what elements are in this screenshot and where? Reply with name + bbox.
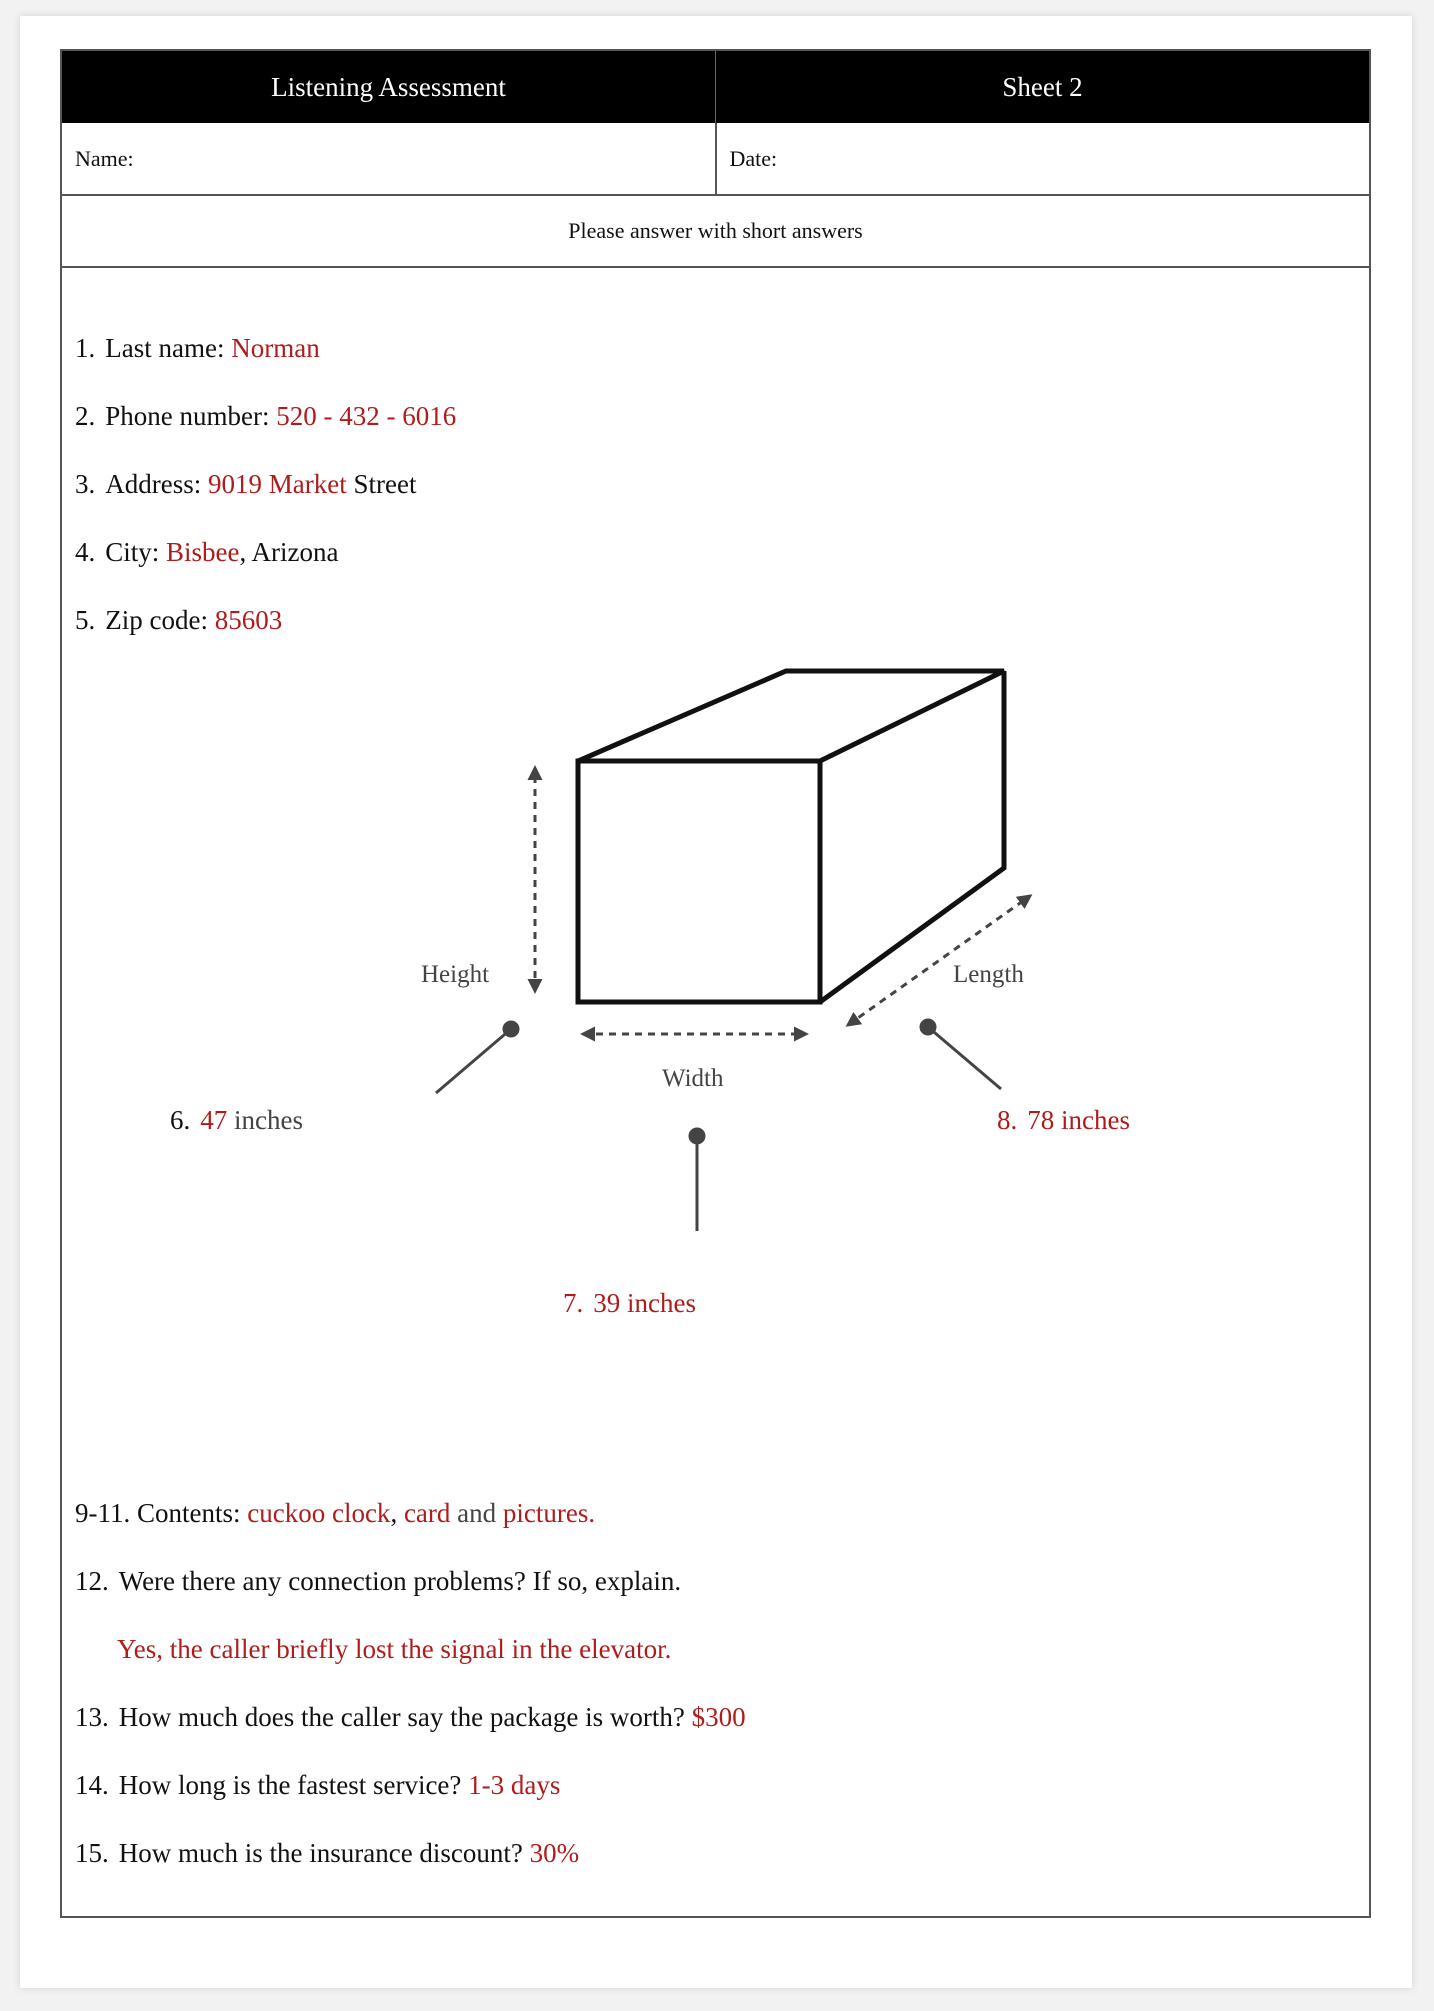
answer-phone: 520 - 432 - 6016: [276, 401, 457, 431]
question-label: Zip code:: [105, 605, 208, 635]
question-number: 12.: [75, 1566, 109, 1596]
question-text: How much does the caller say the package is worth?: [118, 1702, 685, 1732]
length-label: Length: [953, 961, 1024, 988]
question-number: 8.: [997, 1105, 1018, 1135]
sheet-number: Sheet 2: [715, 51, 1369, 123]
question-13: [75, 1702, 746, 1733]
answer-length-value: 78: [1027, 1105, 1055, 1135]
question-text: How long is the fastest service?: [118, 1770, 462, 1800]
question-number: 14.: [75, 1770, 109, 1800]
question-14: [75, 1770, 560, 1801]
answer-address: 9019 Market: [208, 469, 347, 499]
width-pointer-dot: [690, 1129, 704, 1143]
length-pointer-line: [928, 1027, 1001, 1089]
question-number: 6.: [170, 1105, 191, 1135]
question-label: Phone number:: [105, 401, 270, 431]
question-number: 3.: [75, 469, 96, 499]
question-label: Last name:: [105, 333, 225, 363]
answer-width-value: 39: [593, 1288, 621, 1318]
question-7: [563, 1288, 696, 1319]
height-label: Height: [421, 961, 490, 988]
question-number: 2.: [75, 401, 96, 431]
question-number: 4.: [75, 537, 96, 567]
name-label: Name:: [75, 145, 134, 171]
height-pointer-dot: [504, 1022, 518, 1036]
answer-13: $300: [691, 1702, 746, 1732]
answer-14: 1-3 days: [468, 1770, 561, 1800]
city-suffix: , Arizona: [239, 537, 339, 567]
content-separator-2: and: [457, 1498, 497, 1528]
answer-content-1: cuckoo clock: [247, 1498, 391, 1528]
answer-zip: 85603: [214, 605, 283, 635]
question-6: [170, 1105, 303, 1136]
worksheet-page: [20, 16, 1412, 1988]
instruction: Please answer with short answers: [62, 196, 1369, 268]
length-pointer-dot: [921, 1020, 935, 1034]
question-number: 5.: [75, 605, 96, 635]
answer-width-unit: inches: [627, 1288, 696, 1318]
question-number: 15.: [75, 1838, 109, 1868]
answer-length-unit: inches: [1061, 1105, 1130, 1135]
question-number: 7.: [563, 1288, 584, 1318]
height-pointer-line: [436, 1029, 511, 1093]
worksheet-frame: [60, 49, 1371, 1918]
box-front-face: [578, 761, 820, 1002]
question-8: [997, 1105, 1130, 1136]
answer-content-2: card: [403, 1498, 451, 1528]
question-label: 9-11. Contents:: [75, 1498, 241, 1528]
question-number: 1.: [75, 333, 96, 363]
question-text: Were there any connection problems? If so, explain.: [118, 1566, 682, 1596]
width-label: Width: [662, 1065, 724, 1092]
question-text: How much is the insurance discount?: [118, 1838, 523, 1868]
question-label: City:: [105, 537, 160, 567]
address-suffix: Street: [353, 469, 417, 499]
question-label: Address:: [105, 469, 202, 499]
question-9-11: [75, 1498, 595, 1529]
box-side-face: [820, 671, 1004, 1002]
question-15: [75, 1838, 579, 1869]
date-label: Date:: [729, 145, 778, 171]
box-outline: [578, 671, 1004, 1002]
answer-15: 30%: [529, 1838, 580, 1868]
answer-last-name: Norman: [231, 333, 320, 363]
question-12: [75, 1566, 681, 1597]
answer-12: Yes, the caller briefly lost the signal in the elevator.: [117, 1634, 672, 1664]
answer-height-unit: inches: [234, 1105, 303, 1135]
question-number: 13.: [75, 1702, 109, 1732]
content-separator-1: ,: [390, 1498, 398, 1528]
answer-height-value: 47: [200, 1105, 228, 1135]
answer-content-3: pictures.: [502, 1498, 596, 1528]
assessment-title: Listening Assessment: [271, 71, 506, 102]
box-top-face: [578, 671, 1004, 761]
answer-city: Bisbee: [166, 537, 240, 567]
